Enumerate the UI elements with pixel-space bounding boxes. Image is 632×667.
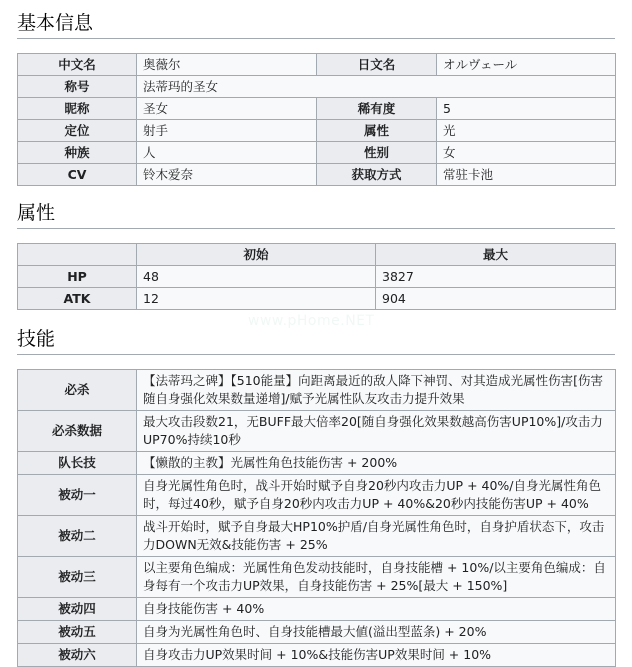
skill-label-leader: 队长技 [18, 452, 137, 475]
skill-desc-passive-5: 自身为光属性角色时、自身技能槽最大値(溢出型蓝条) + 20% [137, 621, 616, 644]
value-nickname: 圣女 [137, 98, 317, 120]
skill-desc-passive-3: 以主要角色编成：光属性角色发动技能时，自身技能槽 + 10%/以主要角色编成：自身每有一个攻击力UP效果，自身技能伤害 + 25%[最大 + 150%] [137, 557, 616, 598]
label-rarity: 稀有度 [317, 98, 437, 120]
value-gender: 女 [437, 142, 616, 164]
basic-info-table [17, 53, 616, 186]
label-title: 称号 [18, 76, 137, 98]
table-row [18, 120, 616, 142]
table-row [18, 516, 616, 557]
table-header-row [18, 244, 616, 266]
skill-desc-passive-1: 自身光属性角色时，战斗开始时赋予自身20秒内攻击力UP + 40%/自身光属性角色时，每过40秒，赋予自身20秒内攻击力UP + 40%&20秒内技能伤害UP + 40% [137, 475, 616, 516]
table-row [18, 644, 616, 667]
skill-label-passive-1: 被动一 [18, 475, 137, 516]
stat-hp-max: 3827 [376, 266, 616, 288]
value-cv: 铃木爱奈 [137, 164, 317, 186]
skill-desc-passive-6: 自身攻击力UP效果时间 + 10%&技能伤害UP效果时间 + 10% [137, 644, 616, 667]
label-element: 属性 [317, 120, 437, 142]
value-element: 光 [437, 120, 616, 142]
value-race: 人 [137, 142, 317, 164]
watermark: www.pHome.NET [248, 313, 375, 329]
stat-atk-max: 904 [376, 288, 616, 310]
table-row [18, 76, 616, 98]
table-row [18, 621, 616, 644]
header-max: 最大 [376, 244, 616, 266]
skill-label-passive-6: 被动六 [18, 644, 137, 667]
header-empty [18, 244, 137, 266]
value-role: 射手 [137, 120, 317, 142]
label-cv: CV [18, 164, 137, 186]
section-heading-attributes: 属性 [17, 200, 615, 229]
stat-hp-initial: 48 [137, 266, 376, 288]
table-row [18, 142, 616, 164]
value-chinese-name: 奥薇尔 [137, 54, 317, 76]
label-chinese-name: 中文名 [18, 54, 137, 76]
skill-label-passive-4: 被动四 [18, 598, 137, 621]
value-rarity: 5 [437, 98, 616, 120]
label-acquisition: 获取方式 [317, 164, 437, 186]
table-row [18, 370, 616, 411]
skill-desc-ultimate: 【法蒂玛之碑】【510能量】向距离最近的敌人降下神罚、对其造成光属性伤害[伤害随自身强化效果数量递增]/赋予光属性队友攻击力提升效果 [137, 370, 616, 411]
value-title: 法蒂玛的圣女 [137, 76, 616, 98]
skill-desc-leader: 【懒散的主教】光属性角色技能伤害 + 200% [137, 452, 616, 475]
skill-label-ultimate: 必杀 [18, 370, 137, 411]
table-row [18, 164, 616, 186]
table-row [18, 411, 616, 452]
section-heading-skills: 技能 [17, 326, 615, 355]
attributes-table [17, 243, 616, 310]
table-row [18, 98, 616, 120]
value-japanese-name: オルヴェール [437, 54, 616, 76]
header-initial: 初始 [137, 244, 376, 266]
skill-label-passive-3: 被动三 [18, 557, 137, 598]
skill-label-ultimate-data: 必杀数据 [18, 411, 137, 452]
skills-table [17, 369, 616, 667]
table-row [18, 54, 616, 76]
table-row [18, 288, 616, 310]
stat-atk-initial: 12 [137, 288, 376, 310]
table-row [18, 475, 616, 516]
skill-label-passive-2: 被动二 [18, 516, 137, 557]
table-row [18, 452, 616, 475]
table-row [18, 598, 616, 621]
table-row [18, 557, 616, 598]
skill-desc-passive-4: 自身技能伤害 + 40% [137, 598, 616, 621]
section-heading-basic-info: 基本信息 [17, 10, 615, 39]
label-nickname: 昵称 [18, 98, 137, 120]
stat-label-hp: HP [18, 266, 137, 288]
label-role: 定位 [18, 120, 137, 142]
table-row [18, 266, 616, 288]
label-japanese-name: 日文名 [317, 54, 437, 76]
stat-label-atk: ATK [18, 288, 137, 310]
skill-desc-passive-2: 战斗开始时，赋予自身最大HP10%护盾/自身光属性角色时，自身护盾状态下，攻击力DOWN无效&技能伤害 + 25% [137, 516, 616, 557]
label-race: 种族 [18, 142, 137, 164]
label-gender: 性别 [317, 142, 437, 164]
skill-label-passive-5: 被动五 [18, 621, 137, 644]
skill-desc-ultimate-data: 最大攻击段数21，无BUFF最大倍率20[随自身强化效果数越高伤害UP10%]/攻击力UP70%持续10秒 [137, 411, 616, 452]
value-acquisition: 常驻卡池 [437, 164, 616, 186]
